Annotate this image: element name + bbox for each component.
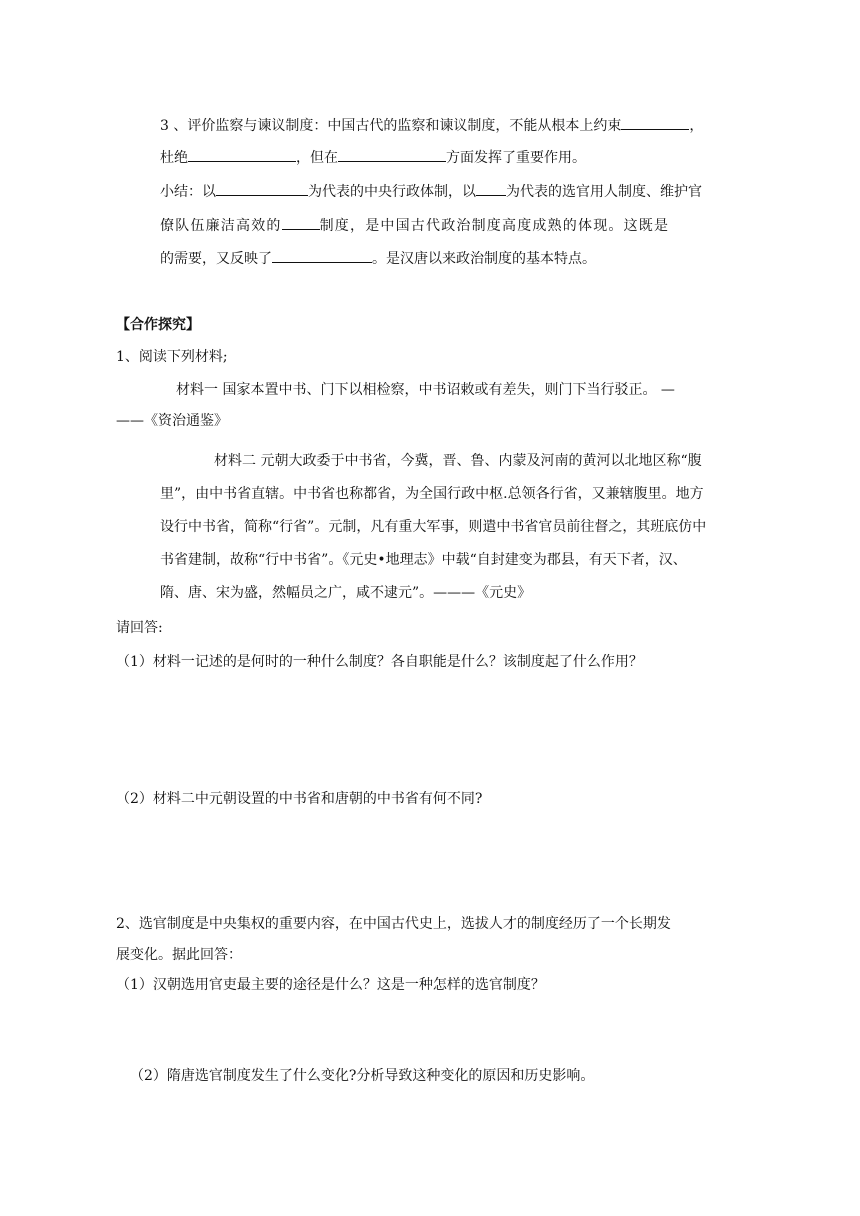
item3-line2: 杜绝 ，但在 方面发挥了重要作用。 — [160, 146, 586, 168]
fill-blank[interactable] — [188, 146, 296, 162]
question-2-line1: 2、选官制度是中央集权的重要内容，在中国古代史上，选拔人才的制度经历了一个长期发 — [116, 916, 671, 932]
material-2-line5: 隋、唐、宋为盛，然幅员之广，咸不逮元”。———《元史》 — [160, 585, 532, 601]
question-2-sub2: （2）隋唐选官制度发生了什么变化?分析导致这种变化的原因和历史影响。 — [130, 1068, 595, 1084]
material-2-line2: 里”，由中书省直辖。中书省也称都省，为全国行政中枢.总领各行省，又兼辖腹里。地方 — [160, 486, 704, 502]
summary-line3: 的需要，又反映了 。是汉唐以来政治制度的基本特点。 — [160, 247, 596, 269]
question-1-sub2: （2）材料二中元朝设置的中书省和唐朝的中书省有何不同? — [116, 791, 483, 807]
fill-blank[interactable] — [476, 180, 506, 196]
question-1-sub1: （1）材料一记述的是何时的一种什么制度？各自职能是什么？该制度起了什么作用？ — [116, 654, 643, 670]
question-2-line2: 展变化。据此回答： — [116, 947, 242, 963]
question-1-title: 1、阅读下列材料; — [116, 349, 228, 365]
section-title: 【合作探究】 — [116, 317, 200, 333]
question-2-sub1: （1）汉朝选用官吏最主要的途径是什么？这是一种怎样的选官制度？ — [116, 977, 545, 993]
summary-line1: 小结：以 为代表的中央行政体制，以 为代表的选官用人制度、维护官 — [160, 180, 702, 202]
fill-blank[interactable] — [621, 114, 689, 130]
material-2-line1: 材料二 元朝大政委于中书省，今冀，晋、鲁、内蒙及河南的黄河以北地区称“腹 — [214, 453, 702, 469]
fill-blank[interactable] — [216, 180, 308, 196]
fill-blank[interactable] — [338, 146, 446, 162]
material-2-line4: 书省建制，故称“行中书省”。《元史•地理志》中载“自封建变为郡县，有天下者，汉、 — [160, 552, 687, 568]
summary-line2: 僚队伍廉洁高效的 制度，是中国古代政治制度高度成熟的体现。这既是 — [160, 214, 669, 236]
fill-blank[interactable] — [282, 214, 320, 230]
answer-prompt: 请回答: — [116, 620, 163, 636]
fill-blank[interactable] — [272, 247, 372, 263]
item3-line1: 3 、评价监察与谏议制度：中国古代的监察和谏议制度，不能从根本上约束 ， — [160, 114, 703, 136]
material-1-line1: 材料一 国家本置中书、门下以相检察，中书诏敕或有差失，则门下当行驳正。 — — [176, 382, 675, 398]
material-1-source: ——《资治通鉴》 — [116, 413, 228, 429]
material-2-line3: 设行中书省，简称“行省”。元制，凡有重大军事，则遣中书省官员前往督之，其班底仿中 — [160, 519, 707, 535]
